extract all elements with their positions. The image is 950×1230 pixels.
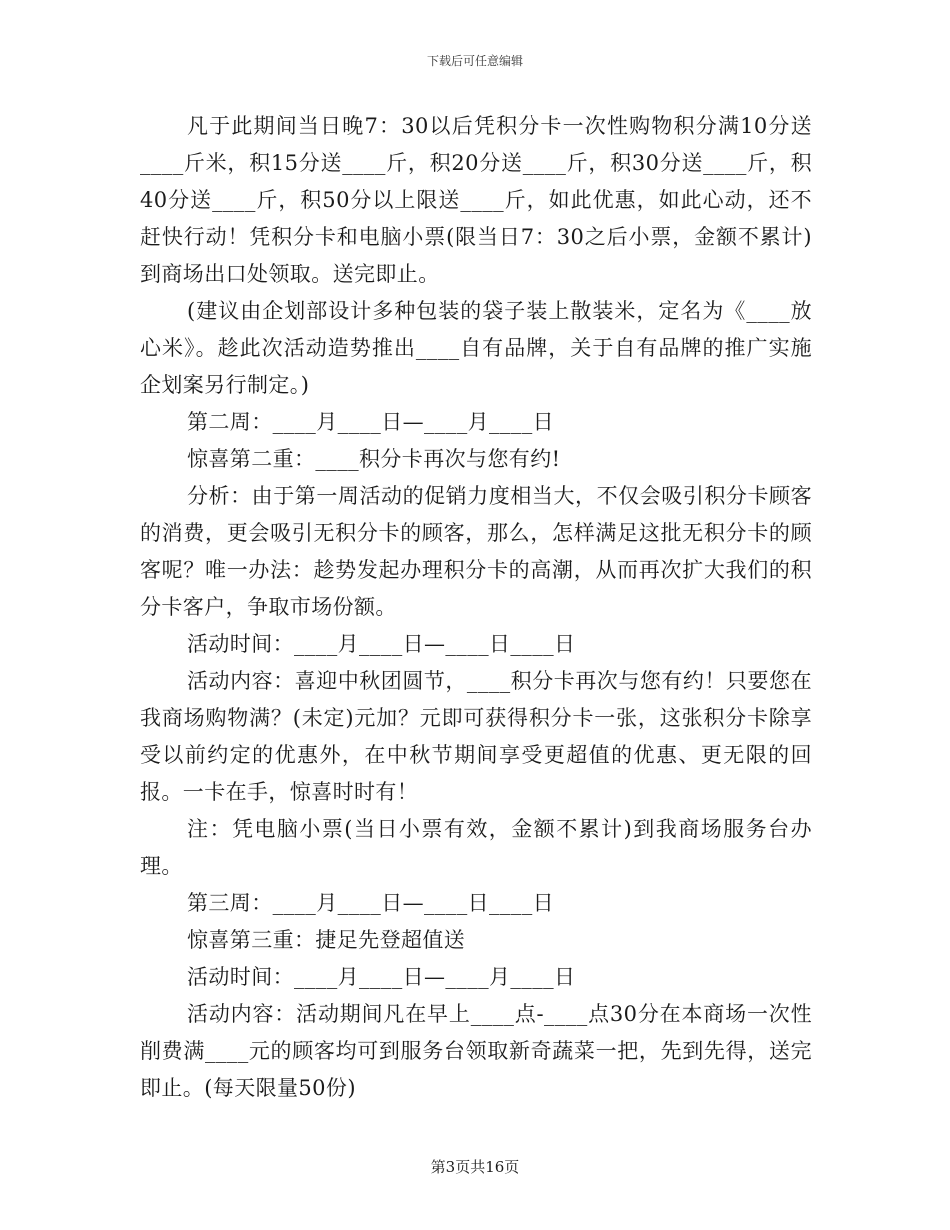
paragraph-week2-analysis: 分析：由于第一周活动的促销力度相当大，不仅会吸引积分卡顾客的消费，更会吸引无积分卡的顾客，那么，怎样满足这批无积分卡的顾客呢？唯一办法：趁势发起办理积分卡的高潮，从而再次扩大我们的积分卡客户，争取市场份额。	[140, 484, 812, 619]
paragraph-week3-title: 惊喜第三重：捷足先登超值送	[187, 928, 466, 952]
paragraph-rice-gift-rules: 凡于此期间当日晚7：30以后凭积分卡一次性购物积分满10分送____斤米，积15分送____斤，积20分送____斤，积30分送____斤，积40分送____斤，积50分以上限送____斤，如此优惠，如此心动，还不赶快行动！凭积分卡和电脑小票(限当日7：30之后小票，金额不累计)到商场出口处领取。送完即止。	[140, 114, 812, 286]
paragraph-week2-note: 注：凭电脑小票(当日小票有效，金额不累计)到我商场服务台办理。	[140, 817, 812, 878]
paragraph-week3-activity-content: 活动内容：活动期间凡在早上____点-____点30分在本商场一次性削费满____元的顾客均可到服务台领取新奇蔬菜一把，先到先得，送完即止。(每天限量50份)	[140, 1002, 812, 1100]
paragraph-week3-dates: 第三周：____月____日—____日____日	[187, 891, 554, 915]
paragraph-week2-activity-content: 活动内容：喜迎中秋团圆节，____积分卡再次与您有约！只要您在我商场购物满？(未定)元加？元即可获得积分卡一张，这张积分卡除享受以前约定的优惠外，在中秋节期间享受更超值的优惠、更无限的回报。一卡在手，惊喜时时有！	[140, 669, 812, 804]
paragraph-rice-packaging-note: (建议由企划部设计多种包装的袋子装上散装米，定名为《____放心米》。趁此次活动造势推出____自有品牌，关于自有品牌的推广实施企划案另行制定。)	[140, 299, 812, 397]
paragraph-week2-activity-time: 活动时间：____月____日—____日____日	[187, 632, 576, 656]
page-header: 下载后可任意编辑	[426, 54, 523, 68]
paragraph-week2-dates: 第二周：____月____日—____月____日	[187, 410, 554, 434]
document-body	[140, 108, 812, 1107]
page-number: 第3页共16页	[430, 1158, 520, 1176]
paragraph-week2-title: 惊喜第二重：____积分卡再次与您有约!	[187, 447, 561, 471]
paragraph-week3-activity-time: 活动时间：____月____日—____月____日	[187, 965, 576, 989]
